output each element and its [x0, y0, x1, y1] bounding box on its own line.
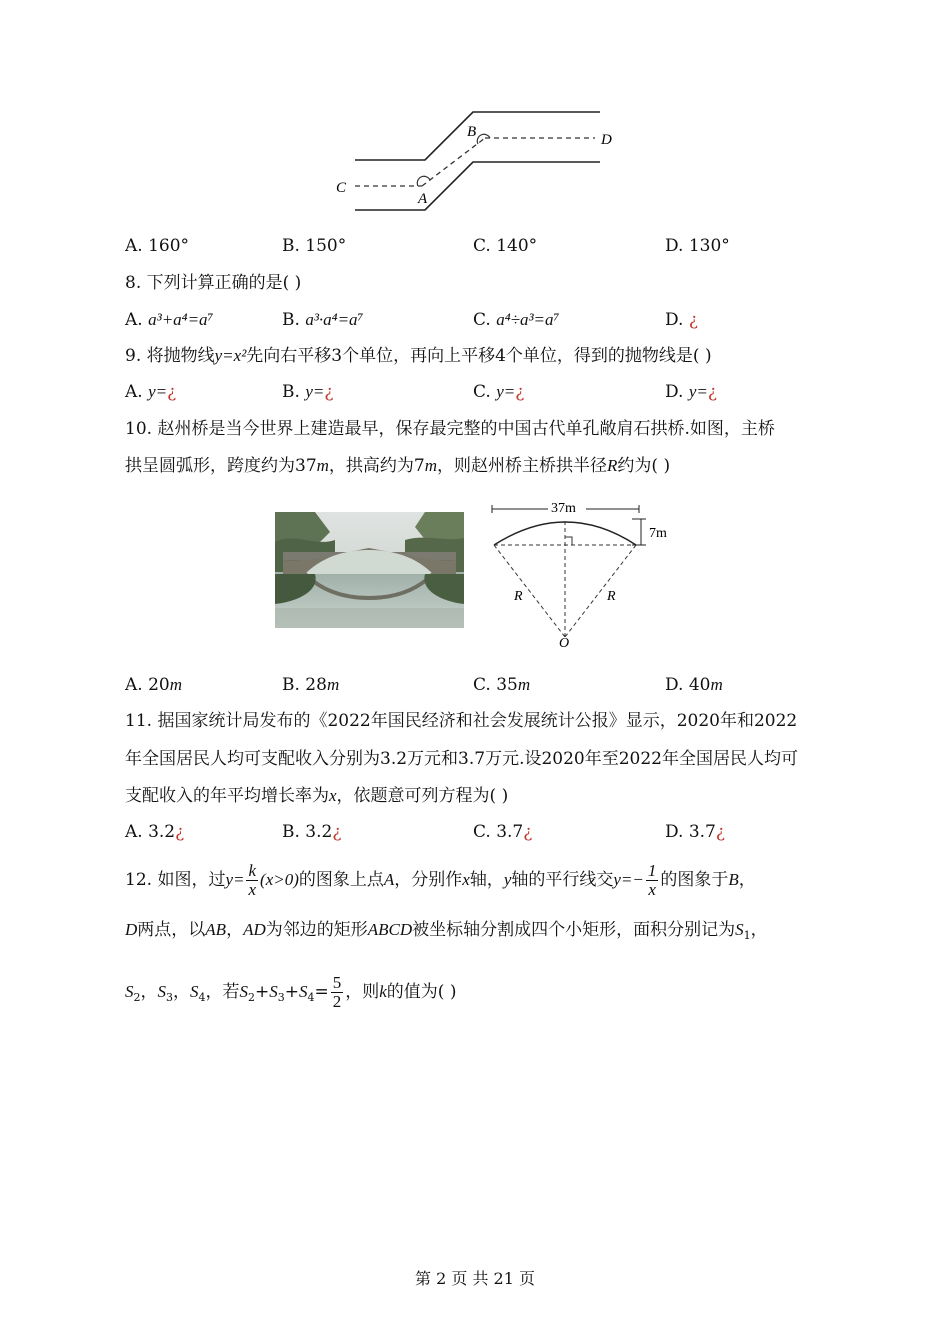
q8-option-d-expr: ¿ — [688, 310, 698, 330]
q10-option-d-unit: m — [710, 675, 723, 694]
q12-plus-1: + — [255, 982, 270, 1002]
q10-option-a — [125, 673, 182, 697]
q9-stem-expr: y=x² — [214, 346, 247, 365]
q12-sum-s2-sub: 2 — [248, 991, 255, 1004]
q10-unit-1: m — [316, 456, 329, 475]
q9-stem — [125, 344, 712, 368]
center-o-label: O — [559, 636, 570, 651]
q12-point-d: D — [125, 920, 138, 939]
q12-point-a: A — [383, 870, 395, 889]
q8-option-b-expr: a³·a⁴=a⁷ — [305, 310, 364, 329]
q9-option-a-expr: y= — [148, 382, 168, 401]
q9-option-c-label: C. — [473, 382, 497, 402]
point-c-label: C — [336, 180, 347, 196]
q12-comma-1: ， — [738, 870, 756, 890]
q12-ab: AB — [205, 920, 227, 939]
q11-option-a-tail: ¿ — [175, 822, 185, 842]
q11-option-c — [473, 820, 532, 844]
q9-option-c — [473, 380, 524, 404]
q10-option-c — [473, 673, 530, 697]
q11-line3-b: ，依题意可列方程为( ) — [336, 786, 509, 806]
radius-right-label: R — [607, 589, 616, 604]
q12-ad: AD — [243, 920, 266, 939]
q8-option-a-label: A. — [125, 310, 149, 330]
q12-fraction-1-over-x — [646, 862, 659, 899]
q12-line-1 — [125, 860, 756, 900]
q10-option-c-unit: m — [517, 675, 531, 694]
q10-unit-2: m — [424, 456, 438, 475]
q9-stem-a: 9. 将抛物线 — [125, 346, 215, 366]
q12-s3-sub: 3 — [166, 991, 173, 1004]
page-footer: 第 2 页 共 21 页 — [415, 1269, 535, 1288]
q10-option-a-label: A. 20 — [125, 675, 170, 695]
q11-option-c-label: C. 3.7 — [473, 822, 524, 842]
q11-x-symbol: x — [329, 786, 337, 805]
q9-option-c-tail: ¿ — [515, 382, 525, 402]
q11-option-a — [125, 820, 184, 844]
arch-diagram — [486, 497, 686, 652]
q12-frac-x2: x — [648, 880, 656, 899]
q8-option-c-label: C. — [473, 310, 497, 330]
q11-line-2: 年全国居民人均可支配收入分别为3.2万元和3.7万元.设2020年至2022年全国居民人均可 — [125, 749, 799, 769]
q11-line3-a: 支配收入的年平均增长率为 — [125, 786, 329, 806]
q12-text-7: 为邻边的矩形 — [265, 920, 368, 940]
q11-option-c-tail: ¿ — [523, 822, 533, 842]
q7-option-d: D. 130° — [665, 236, 730, 256]
q11-line-3 — [125, 784, 508, 808]
point-d-label: D — [601, 132, 612, 148]
q8-stem: 8. 下列计算正确的是( ) — [125, 273, 302, 293]
q11-option-b-label: B. 3.2 — [282, 822, 333, 842]
q12-sum-s4-sub: 4 — [307, 991, 315, 1004]
q8-option-b — [282, 308, 363, 332]
q12-plus-2: + — [284, 982, 299, 1002]
q12-text-10: ，则 — [345, 982, 380, 1002]
q12-y-eq-neg: y=− — [613, 870, 644, 889]
q8-option-c-expr: a⁴÷a³=a⁷ — [496, 310, 560, 329]
q11-option-d-tail: ¿ — [715, 822, 725, 842]
q12-s3-s: S — [157, 982, 166, 1001]
q7-option-c: C. 140° — [473, 236, 538, 256]
q12-s1-sub: 1 — [743, 929, 751, 942]
q12-abcd: ABCD — [367, 920, 413, 939]
q12-frac-two: 2 — [332, 992, 342, 1011]
q12-comma-3: ， — [140, 982, 158, 1002]
q12-text-6: 两点，以 — [137, 920, 206, 940]
q12-s4-sub: 4 — [198, 991, 206, 1004]
q10-option-b-label: B. 28 — [282, 675, 327, 695]
q9-option-d — [665, 380, 717, 404]
q12-line-3 — [125, 972, 456, 1018]
road-figure — [330, 100, 630, 215]
q12-k-symbol: k — [379, 982, 387, 1001]
q9-option-a — [125, 380, 176, 404]
q12-text-8: 被坐标轴分割成四个小矩形，面积分别记为 — [412, 920, 736, 940]
q12-text-1: 的图象上点 — [298, 870, 384, 890]
q12-point-b: B — [728, 870, 739, 889]
q10-option-c-label: C. 35 — [473, 675, 518, 695]
q9-option-a-label: A. — [125, 382, 149, 402]
q8-option-a-expr: a³+a⁴=a⁷ — [148, 310, 214, 329]
q12-y-axis: y — [503, 870, 512, 889]
q7-option-a: A. 160° — [125, 236, 190, 256]
q10-option-a-unit: m — [169, 675, 182, 694]
q8-option-d — [665, 308, 698, 332]
q12-equals: = — [314, 982, 329, 1002]
point-a-label: A — [418, 191, 428, 207]
q12-s4-s: S — [190, 982, 199, 1001]
q12-text-2: ，分别作 — [394, 870, 463, 890]
q10-option-d — [665, 673, 723, 697]
q10-line2-b: ，拱高约为7 — [328, 456, 425, 476]
q12-frac-x: x — [248, 880, 257, 899]
q8-option-d-label: D. — [665, 310, 689, 330]
q9-option-c-expr: y= — [496, 382, 516, 401]
q11-option-b-tail: ¿ — [332, 822, 342, 842]
q12-fraction-k-over-x — [246, 862, 258, 899]
q9-stem-b: 先向右平移3个单位，再向上平移4个单位，得到的抛物线是( ) — [246, 346, 712, 366]
q10-r-symbol: R — [607, 456, 618, 475]
q11-option-d-label: D. 3.7 — [665, 822, 716, 842]
q11-option-a-label: A. 3.2 — [125, 822, 176, 842]
q12-fraction-5-over-2 — [331, 974, 344, 1011]
q10-option-b — [282, 673, 339, 697]
q12-y-eq: y= — [225, 870, 245, 889]
q9-option-a-tail: ¿ — [167, 382, 177, 402]
q12-s2-s: S — [125, 982, 134, 1001]
q12-sum-s2: S — [239, 982, 248, 1001]
q10-line-1: 10. 赵州桥是当今世界上建造最早，保存最完整的中国古代单孔敞肩石拱桥.如图，主桥 — [125, 419, 775, 439]
bridge-photo — [275, 512, 464, 628]
q12-sum-s3-sub: 3 — [277, 991, 285, 1004]
q7-option-b: B. 150° — [282, 236, 347, 256]
q10-line2-c: ，则赵州桥主桥拱半径 — [437, 456, 608, 476]
q12-comma-4: ， — [173, 982, 190, 1002]
q10-option-d-label: D. 40 — [665, 675, 711, 695]
height-label: 7m — [649, 526, 667, 541]
q12-comma-2: ， — [750, 920, 768, 940]
q9-option-d-label: D. — [665, 382, 689, 402]
q12-sep: ， — [226, 920, 244, 940]
q12-text-4: 轴的平行线交 — [511, 870, 614, 890]
q9-option-b — [282, 380, 333, 404]
q8-option-a — [125, 308, 213, 332]
q8-option-c — [473, 308, 559, 332]
radius-left-label: R — [514, 589, 523, 604]
q9-option-b-expr: y= — [305, 382, 325, 401]
point-b-label: B — [467, 124, 477, 140]
q12-frac-k: k — [248, 861, 257, 880]
q9-option-b-label: B. — [282, 382, 306, 402]
q12-text-11: 的值为( ) — [386, 982, 457, 1002]
q12-text-9: ，若 — [205, 982, 240, 1002]
q8-option-b-label: B. — [282, 310, 306, 330]
q12-s2-sub: 2 — [133, 991, 141, 1004]
q12-text-5: 的图象于 — [660, 870, 729, 890]
q12-sum-s3: S — [269, 982, 278, 1001]
q12-x-axis: x — [462, 870, 470, 889]
q12-sum-s4: S — [299, 982, 308, 1001]
q9-option-d-tail: ¿ — [707, 382, 717, 402]
q10-line-2 — [125, 454, 670, 478]
q12-intro: 12. 如图，过 — [125, 870, 226, 890]
q12-frac-five: 5 — [332, 973, 342, 992]
q11-option-d — [665, 820, 725, 844]
q9-option-b-tail: ¿ — [324, 382, 334, 402]
q10-line2-d: 约为( ) — [617, 456, 671, 476]
q10-line2-a: 拱呈圆弧形，跨度约为37 — [125, 456, 317, 476]
q11-line-1: 11. 据国家统计局发布的《2022年国民经济和社会发展统计公报》显示，2020年和2022 — [125, 711, 798, 731]
q12-frac-one: 1 — [647, 861, 657, 880]
q9-option-d-expr: y= — [688, 382, 708, 401]
span-label: 37m — [551, 501, 576, 516]
q10-option-b-unit: m — [326, 675, 340, 694]
q12-s1-s: S — [735, 920, 744, 939]
q12-line-2 — [125, 918, 768, 948]
q12-condition: (x>0) — [260, 870, 299, 889]
q12-text-3: 轴， — [469, 870, 504, 890]
q11-option-b — [282, 820, 341, 844]
